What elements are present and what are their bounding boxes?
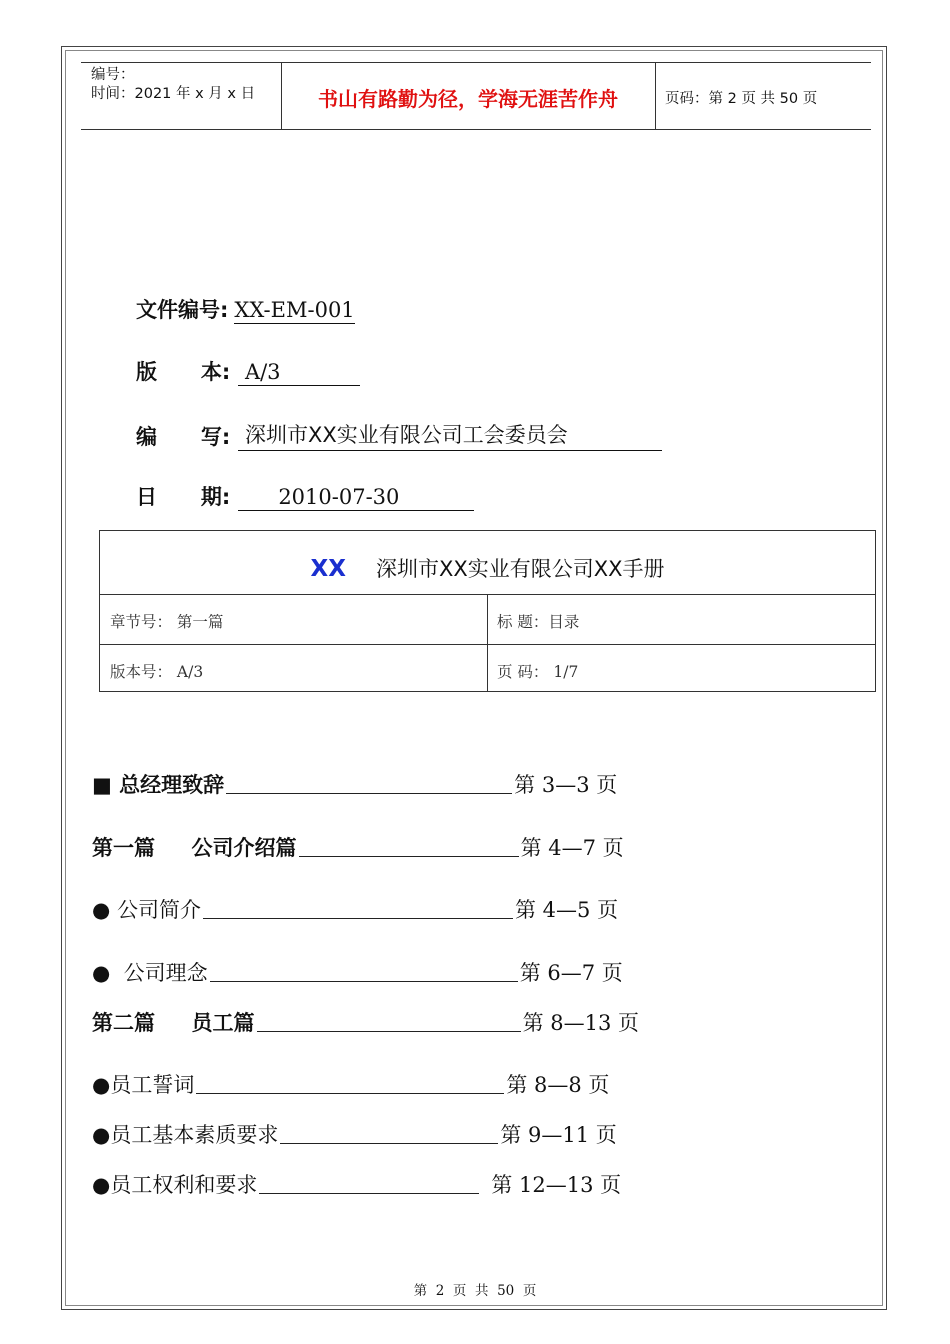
version-cell: 版本号： A/3 xyxy=(110,663,204,681)
meta-date xyxy=(136,481,474,511)
page-footer: 第 2 页 共 50 页 xyxy=(413,1283,537,1299)
file-no-value: XX-EM-001 xyxy=(234,298,355,322)
toc-leader xyxy=(280,1142,498,1144)
header-motto: 书山有路勤为径，学海无涯苦作舟 xyxy=(318,87,618,111)
document-header xyxy=(81,62,871,130)
toc-title: 第一篇 公司介绍篇 xyxy=(92,836,297,860)
toc-item xyxy=(92,1069,609,1099)
toc-item xyxy=(92,1119,617,1149)
manual-logo-text: XX xyxy=(310,556,346,582)
toc-pages: 第 4—7 页 xyxy=(520,836,624,860)
page-cell: 页 码： 1/7 xyxy=(497,663,579,681)
manual-info-table xyxy=(99,530,876,692)
version-label: 版 本: xyxy=(136,360,231,384)
date-value: 2010-07-30 xyxy=(238,485,474,511)
author-value: 深圳市XX实业有限公司工会委员会 xyxy=(238,419,662,451)
toc-item xyxy=(92,894,618,924)
meta-file-no xyxy=(136,294,355,324)
toc-leader xyxy=(259,1192,479,1194)
toc-title: ●员工权利和要求 xyxy=(92,1173,258,1197)
manual-title xyxy=(100,553,875,583)
toc-item xyxy=(92,769,617,799)
toc-leader xyxy=(226,792,512,794)
toc-pages: 第 6—7 页 xyxy=(519,961,623,985)
toc-pages: 第 8—8 页 xyxy=(506,1073,610,1097)
toc-title: ● 公司理念 xyxy=(92,961,208,985)
toc-leader xyxy=(299,855,519,857)
meta-author xyxy=(136,419,662,451)
manual-title-text: 深圳市XX实业有限公司XX手册 xyxy=(375,557,665,581)
toc-item xyxy=(92,1169,621,1199)
manual-title-row xyxy=(100,531,875,595)
toc-pages: 第 8—13 页 xyxy=(522,1011,639,1035)
version-value: A/3 xyxy=(238,360,360,386)
toc-leader xyxy=(257,1030,521,1032)
number-label: 编号： xyxy=(91,67,135,83)
header-left xyxy=(91,66,255,104)
toc-pages: 第 9—11 页 xyxy=(500,1123,617,1147)
toc-leader xyxy=(203,917,513,919)
toc-title: 第二篇 员工篇 xyxy=(92,1011,255,1035)
toc-leader xyxy=(196,1092,504,1094)
toc-title: ● 公司简介 xyxy=(92,898,201,922)
meta-version xyxy=(136,356,360,386)
toc-pages: 第 3—3 页 xyxy=(514,773,618,797)
toc-item xyxy=(92,1007,639,1037)
header-page-info: 页码：第 2 页 共 50 页 xyxy=(665,91,818,107)
toc-leader xyxy=(210,980,518,982)
toc-item xyxy=(92,832,624,862)
toc-title: ●员工基本素质要求 xyxy=(92,1123,279,1147)
header-divider xyxy=(655,63,656,129)
manual-table-divider xyxy=(487,594,488,691)
toc-item xyxy=(92,957,623,987)
toc-title: ●员工誓词 xyxy=(92,1073,195,1097)
time-label: 时间：2021 年 x 月 x 日 xyxy=(91,86,256,102)
file-no-label: 文件编号: xyxy=(136,298,229,322)
toc-pages: 第 4—5 页 xyxy=(515,898,619,922)
toc-title: ■ 总经理致辞 xyxy=(92,773,225,797)
author-label: 编 写: xyxy=(136,425,231,449)
date-label: 日 期: xyxy=(136,485,231,509)
toc-pages: 第 12—13 页 xyxy=(491,1173,622,1197)
subject-cell: 标 题：目录 xyxy=(497,613,580,631)
chapter-cell: 章节号： 第一篇 xyxy=(110,613,224,631)
